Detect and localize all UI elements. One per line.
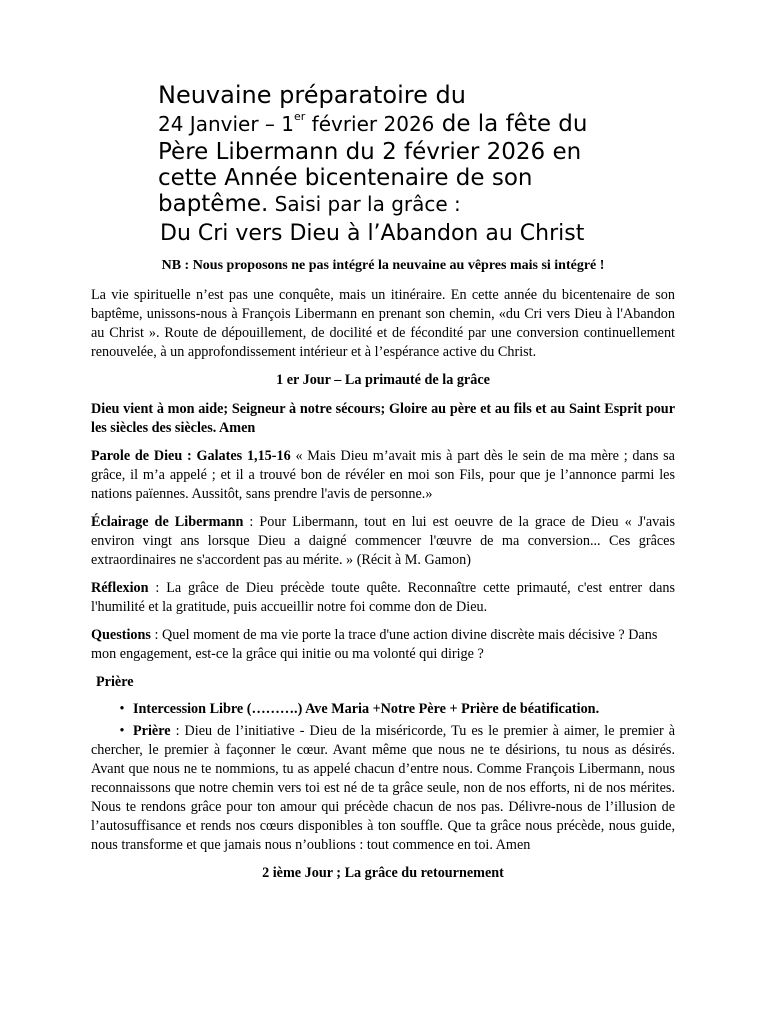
list-item	[91, 700, 675, 719]
document-body	[91, 256, 675, 893]
title-subtitle: Du Cri vers Dieu à l’Abandon au Christ	[160, 221, 585, 246]
invocation-text: Dieu vient à mon aide; Seigneur à notre sécours; Gloire au père et au fils et au Saint Esprit pour les siècles des siècles. Amen	[91, 401, 675, 436]
title-date-end: février 2026	[305, 112, 435, 136]
title-line-5-big: baptême.	[158, 191, 269, 217]
nb-note: NB : Nous proposons ne pas intégré la neuvaine au vêpres mais si intégré !	[161, 258, 605, 273]
invocation	[91, 400, 675, 438]
list-item	[91, 722, 675, 855]
title-date-start: 24 Janvier – 1	[158, 112, 294, 136]
title-line-4: cette Année bicentenaire de son	[158, 165, 533, 191]
day-1-heading: 1 er Jour – La primauté de la grâce	[276, 372, 490, 388]
reflexion-paragraph	[91, 579, 675, 617]
eclairage-paragraph	[91, 513, 675, 570]
title-line-3: Père Libermann du 2 février 2026 en	[158, 139, 582, 165]
priere-label: Prière	[133, 723, 171, 739]
title-line-5-small: Saisi par la grâce :	[268, 192, 461, 216]
parole-label: Parole de Dieu : Galates 1,15-16	[91, 448, 291, 464]
bullet-dot-icon: •	[119, 701, 125, 717]
day-2-heading: 2 ième Jour ; La grâce du retournement	[262, 865, 504, 881]
questions-label: Questions	[91, 627, 151, 643]
title-line-2-suffix: de la fête du	[434, 111, 588, 137]
eclairage-label: Éclairage de Libermann	[91, 514, 244, 530]
bullet-dot-icon: •	[119, 723, 125, 739]
priere-heading: Prière	[96, 674, 134, 690]
document-title	[158, 82, 678, 247]
intercession-text: Intercession Libre (……….) Ave Maria +Notre Père + Prière de béatification.	[133, 701, 600, 717]
title-date-sup: er	[294, 110, 306, 123]
priere-list	[91, 700, 675, 855]
priere-text: : Dieu de l’initiative - Dieu de la miséricorde, Tu es le premier à aimer, le premier à chercher, le premier à façonner le cœur. Avant même que nous ne te désirions, tu nous as désirés. Avant que nous ne te nommions, tu as appelé chacun d’entre nous. Comme François Libermann, nous reconnaissons que notre chemin vers toi est né de ta grâce seule, non de nos efforts, ni de nos mérites. Nous te rendons grâce pour ton amour qui précède chacun de nos pas. Délivre-nous de l’illusion de l’autosuffisance et rends nos cœurs disponibles à ton souffle. Que ta grâce nous précède, nous guide, nous transforme et que jamais nous n’oublions : tout commence en toi. Amen	[91, 723, 675, 853]
reflexion-label: Réflexion	[91, 580, 149, 596]
intro-paragraph: La vie spirituelle n’est pas une conquête, mais un itinéraire. En cette année du bicentenaire de son baptême, unissons-nous à François Libermann en prenant son chemin, «du Cri vers Dieu à l'Abandon au Christ ». Route de dépouillement, de docilité et de fécondité par une conversion continuellement renouvelée, à un approfondissement intérieur et à l’espérance active du Christ.	[91, 287, 675, 360]
parole-paragraph	[91, 447, 675, 504]
reflexion-text: : La grâce de Dieu précède toute quête. Reconnaître cette primauté, c'est entrer dans l'humilité et la gratitude, puis accueillir notre foi comme don de Dieu.	[91, 580, 675, 615]
questions-paragraph	[91, 626, 675, 664]
eclairage-text: : Pour Libermann, tout en lui est oeuvre de la grace de Dieu « J'avais environ vingt ans lorsque Dieu a daigné commencer l'œuvre de ma conversion... Ces grâces extraordinaires ne s'accordent pas au mérite. » (Récit à M. Gamon)	[91, 514, 675, 568]
title-line-1: Neuvaine préparatoire du	[158, 81, 466, 109]
parole-text: « Mais Dieu m’avait mis à part dès le sein de ma mère ; dans sa grâce, il m’a appelé ; et il a trouvé bon de révéler en moi son Fils, pour que je l’annonce parmi les nations païennes. Aussitôt, sans prendre l'avis de personne.»	[91, 448, 675, 502]
questions-text: : Quel moment de ma vie porte la trace d'une action divine discrète mais décisive ? Dans mon engagement, est-ce la grâce qui initie ou ma volonté qui dirige ?	[91, 627, 658, 662]
